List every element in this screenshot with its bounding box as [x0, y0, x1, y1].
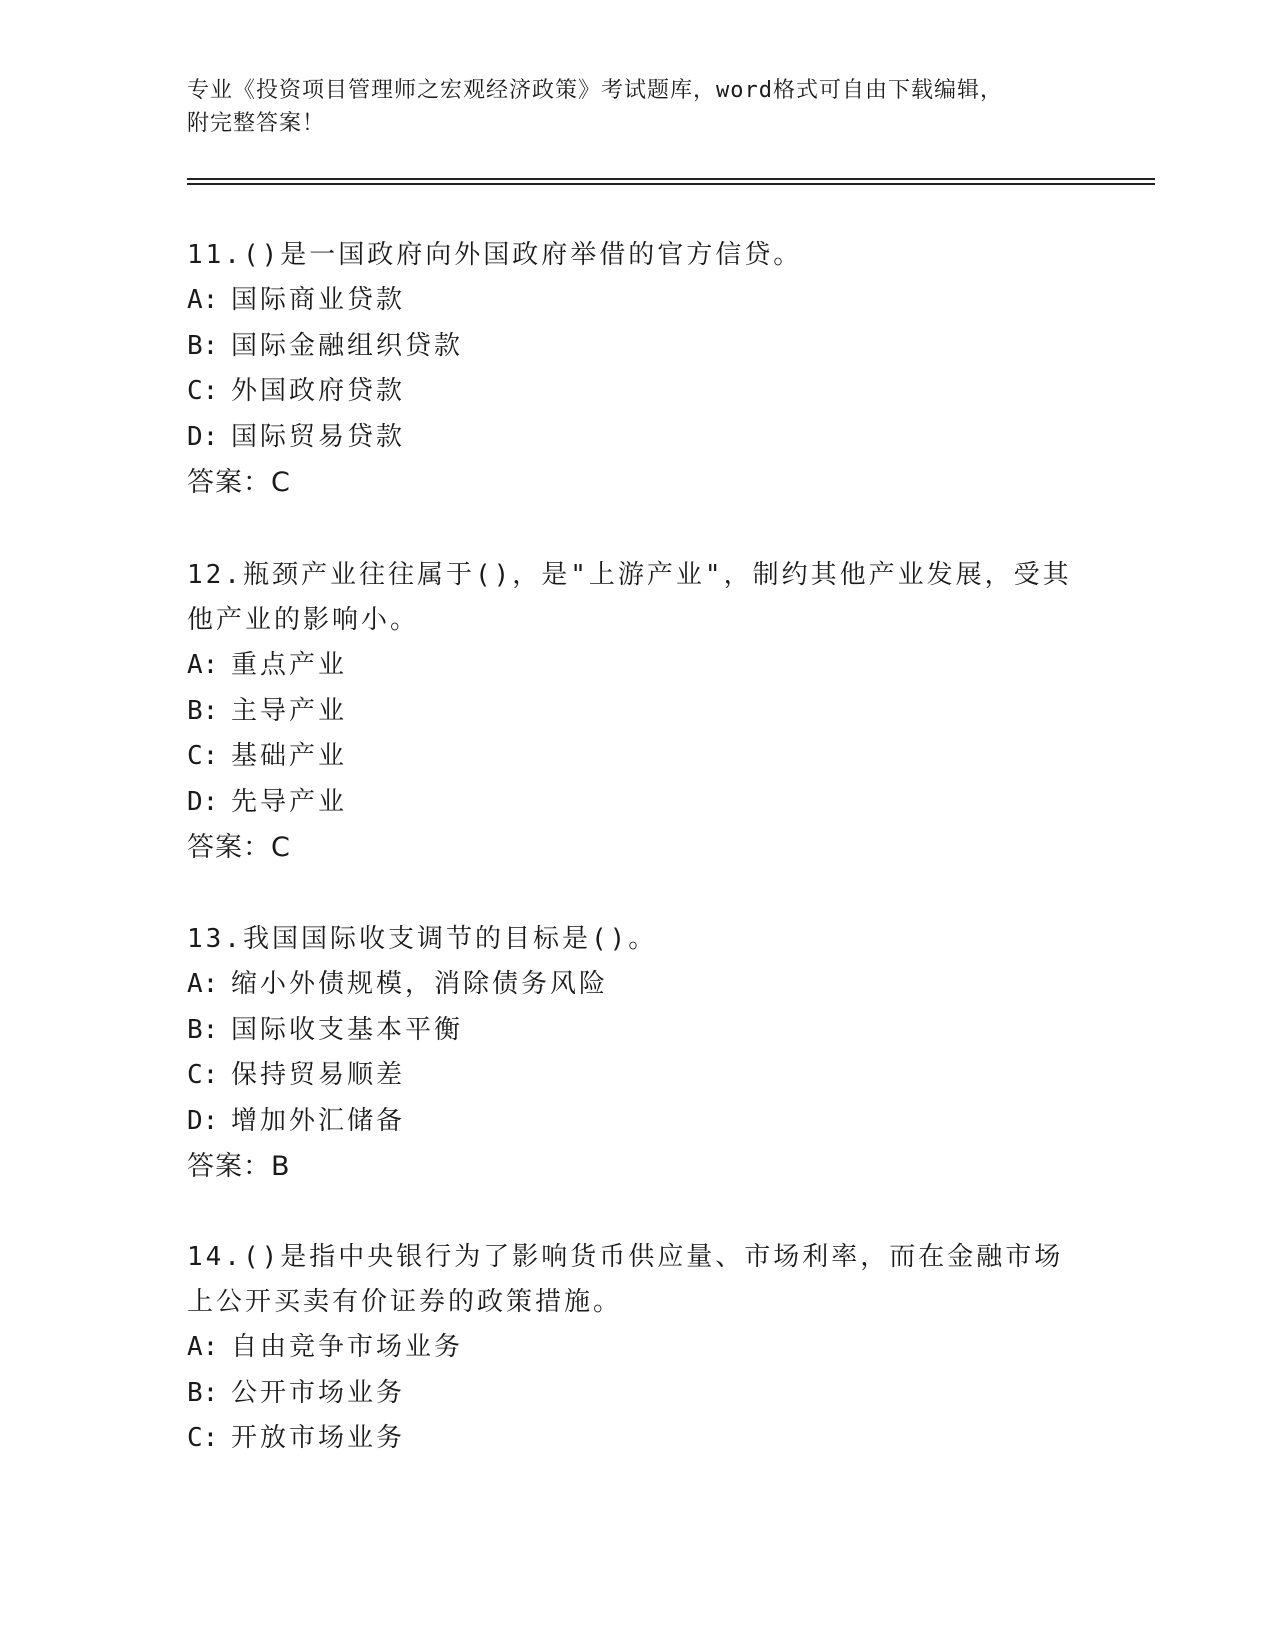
question-12	[187, 553, 1087, 871]
option-b: B: 国际金融组织贷款	[187, 330, 464, 361]
option-c: C: 外国政府贷款	[187, 376, 406, 406]
header-line-2: 附完整答案！	[187, 111, 326, 136]
option-b: B: 公开市场业务	[187, 1377, 406, 1408]
option-b: B: 国际收支基本平衡	[187, 1014, 464, 1045]
question-text: 11.()是一国政府向外国政府举借的官方信贷。	[187, 240, 803, 270]
question-text: 14.()是指中央银行为了影响货币供应量、市场利率，而在金融市场上公开买卖有价证券的政策措施。	[187, 1242, 1064, 1317]
answer: 答案：C	[187, 832, 291, 863]
option-a: A: 重点产业	[187, 650, 348, 680]
header-line-1: 专业《投资项目管理师之宏观经济政策》考试题库，word格式可自由下载编辑，	[187, 78, 1003, 103]
option-c: C: 基础产业	[187, 741, 348, 771]
header-divider-top	[187, 178, 1155, 180]
option-a: A: 自由竞争市场业务	[187, 1332, 464, 1362]
question-11	[187, 233, 1087, 506]
option-a: A: 缩小外债规模，消除债务风险	[187, 969, 609, 999]
option-d: D: 先导产业	[187, 786, 348, 817]
option-a: A: 国际商业贷款	[187, 285, 406, 315]
document-header	[187, 74, 1087, 140]
option-b: B: 主导产业	[187, 695, 348, 726]
header-divider-bottom	[187, 183, 1155, 185]
option-c: C: 保持贸易顺差	[187, 1060, 406, 1090]
answer: 答案：B	[187, 1151, 291, 1182]
question-14	[187, 1235, 1087, 1462]
answer: 答案：C	[187, 467, 291, 498]
option-d: D: 国际贸易贷款	[187, 421, 406, 452]
option-c: C: 开放市场业务	[187, 1423, 406, 1453]
question-13	[187, 917, 1087, 1190]
question-text: 13.我国国际收支调节的目标是()。	[187, 924, 658, 954]
question-text: 12.瓶颈产业往往属于()，是"上游产业"，制约其他产业发展，受其他产业的影响小。	[187, 560, 1072, 635]
option-d: D: 增加外汇储备	[187, 1105, 406, 1136]
